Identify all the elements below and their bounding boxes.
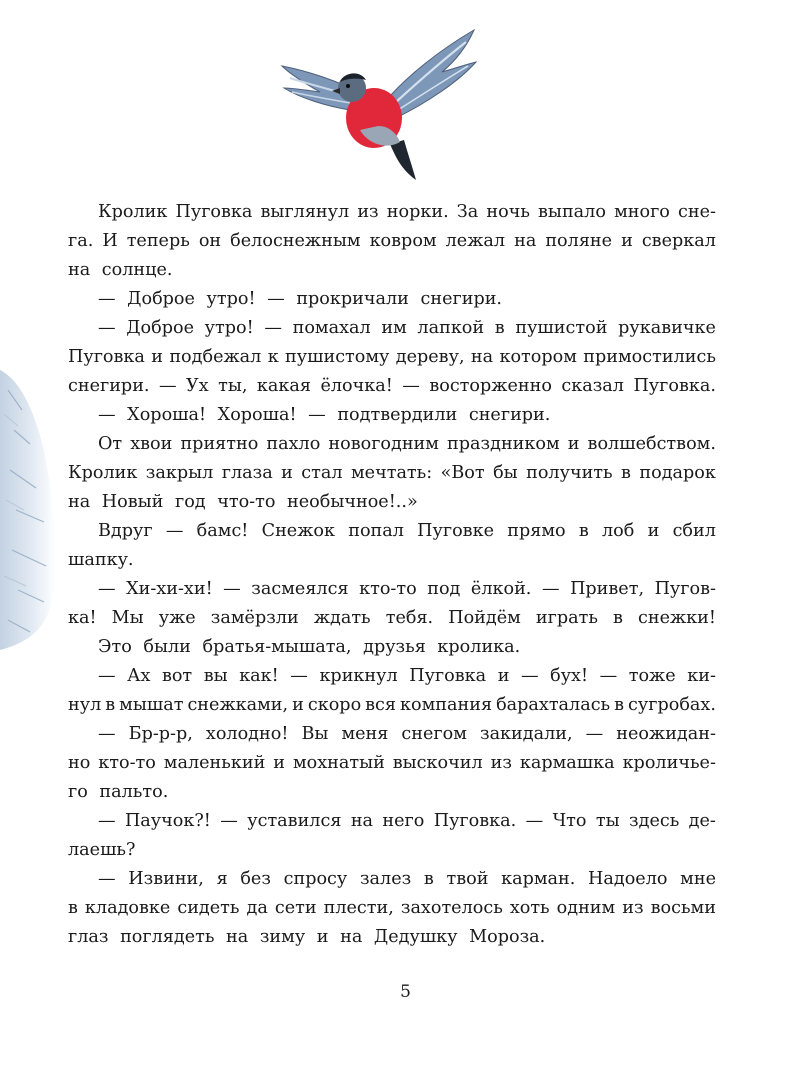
text-line: га. И теперь он белоснежным ковром лежал на поляне и сверкал (68, 231, 716, 251)
text-line: ка! Мы уже замёрзли ждать тебя. Пойдём играть в снежки! (68, 608, 716, 628)
bird-eye (346, 84, 350, 88)
text-line: — Хи-хи-хи! — засмеялся кто-то под ёлкой. — Привет, Пугов- (98, 579, 716, 599)
text-line: — Ах вот вы как! — крикнул Пуговка и — бух! — тоже ки- (98, 666, 716, 686)
bullfinch-illustration (278, 26, 478, 186)
text-line: го пальто. (68, 782, 169, 802)
text-line: снегири. — Ух ты, какая ёлочка! — восторженно сказал Пуговка. (68, 376, 716, 396)
text-line: Пуговка и подбежал к пушистому дереву, на котором примостились (68, 347, 716, 367)
white-fur-illustration (0, 370, 62, 650)
text-line: на Новый год что-то необычное!..» (68, 492, 418, 512)
text-line: — Бр-р-р, холодно! Вы меня снегом закидали, — неожидан- (98, 724, 716, 744)
text-line: в кладовке сидеть да сети плести, захотелось хоть одним из восьми (68, 898, 716, 918)
text-line: — Паучок?! — уставился на него Пуговка. — Что ты здесь де- (98, 811, 716, 831)
text-line: — Доброе утро! — прокричали снегири. (98, 289, 503, 309)
text-line: Кролик закрыл глаза и стал мечтать: «Вот бы получить в подарок (68, 463, 716, 483)
story-text (68, 198, 716, 952)
bird-tail (390, 140, 416, 180)
text-line: на солнце. (68, 260, 173, 280)
text-line: Это были братья-мышата, друзья кролика. (98, 637, 521, 657)
text-line: глаз поглядеть на зиму и на Дедушку Мороза. (68, 927, 546, 947)
text-line: лаешь? (68, 840, 136, 860)
text-line: — Извини, я без спросу залез в твой карман. Надоело мне (98, 869, 716, 889)
text-line: нул в мышат снежками, и скоро вся компания барахталась в сугробах. (68, 695, 716, 715)
text-line: — Доброе утро! — помахал им лапкой в пушистой рукавичке (98, 318, 716, 338)
text-line: Вдруг — бамс! Снежок попал Пуговке прямо в лоб и сбил (98, 521, 716, 541)
text-line: шапку. (68, 550, 134, 570)
text-line: От хвои приятно пахло новогодним праздником и волшебством. (98, 434, 716, 454)
text-line: Кролик Пуговка выглянул из норки. За ночь выпало много сне- (98, 202, 716, 222)
page-number: 5 (400, 982, 411, 1002)
text-line: — Хороша! Хороша! — подтвердили снегири. (98, 405, 551, 425)
text-line: но кто-то маленький и мохнатый выскочил из кармашка кроличье- (68, 753, 716, 773)
